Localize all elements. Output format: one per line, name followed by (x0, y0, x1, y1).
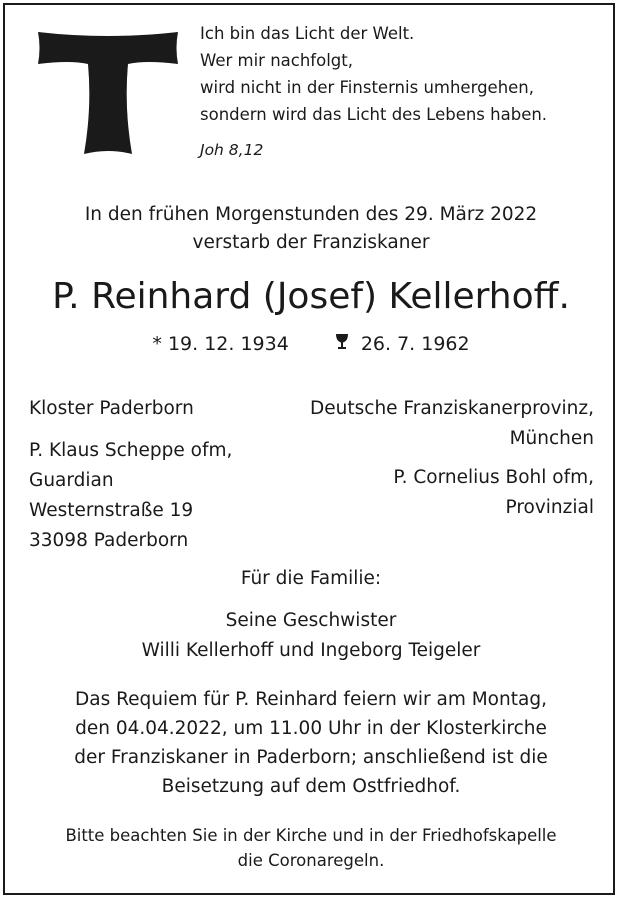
note-line-1: Bitte beachten Sie in der Kirche und in der Friedhofskapelle (65, 826, 557, 845)
announcement-line-1: In den frühen Morgenstunden des 29. März 2022 (84, 204, 538, 225)
corona-note (0, 823, 622, 873)
guardian-role: Guardian (29, 470, 114, 491)
verse-line: Ich bin das Licht der Welt. (200, 24, 415, 43)
note-line-2: die Coronaregeln. (237, 851, 385, 870)
requiem-line: Das Requiem für P. Reinhard feiern wir am Montag, (75, 689, 547, 710)
provincial-role: Provinzial (505, 497, 594, 518)
family-heading: Für die Familie: (240, 568, 382, 589)
street-address: Westernstraße 19 (29, 500, 194, 521)
tau-cross-icon (36, 28, 180, 160)
family-names (0, 606, 622, 666)
provincial-name: P. Cornelius Bohl ofm, (393, 467, 594, 488)
guardian-contact (29, 436, 232, 556)
death-announcement (0, 201, 622, 257)
requiem-details (0, 685, 622, 801)
verse-reference: Joh 8,12 (200, 141, 264, 159)
announcement-line-2: verstarb der Franziskaner (192, 232, 430, 253)
chalice-icon (335, 333, 349, 351)
province-name: Deutsche Franziskanerprovinz, (310, 398, 594, 419)
guardian-name: P. Klaus Scheppe ofm, (29, 440, 233, 461)
family-line-1: Seine Geschwister (225, 610, 397, 631)
birth-date: * 19. 12. 1934 (152, 333, 289, 355)
bible-verse (200, 20, 547, 128)
family-line-2: Willi Kellerhoff und Ingeborg Teigeler (141, 640, 481, 661)
deceased-name: P. Reinhard (Josef) Kellerhoff. (52, 276, 570, 317)
requiem-line: Beisetzung auf dem Ostfriedhof. (161, 776, 461, 797)
requiem-line: den 04.04.2022, um 11.00 Uhr in der Klosterkirche (75, 718, 547, 739)
ordination-date: 26. 7. 1962 (360, 333, 470, 355)
city-address: 33098 Paderborn (29, 530, 189, 551)
monastery-name: Kloster Paderborn (29, 398, 194, 419)
province-city: München (509, 428, 594, 449)
life-dates (0, 329, 622, 359)
requiem-line: der Franziskaner in Paderborn; anschließend ist die (74, 747, 548, 768)
verse-line: sondern wird das Licht des Lebens haben. (200, 105, 548, 124)
province-block (310, 394, 594, 454)
verse-line: wird nicht in der Finsternis umhergehen, (200, 78, 535, 97)
verse-line: Wer mir nachfolgt, (200, 51, 353, 70)
provincial-contact (393, 463, 594, 523)
